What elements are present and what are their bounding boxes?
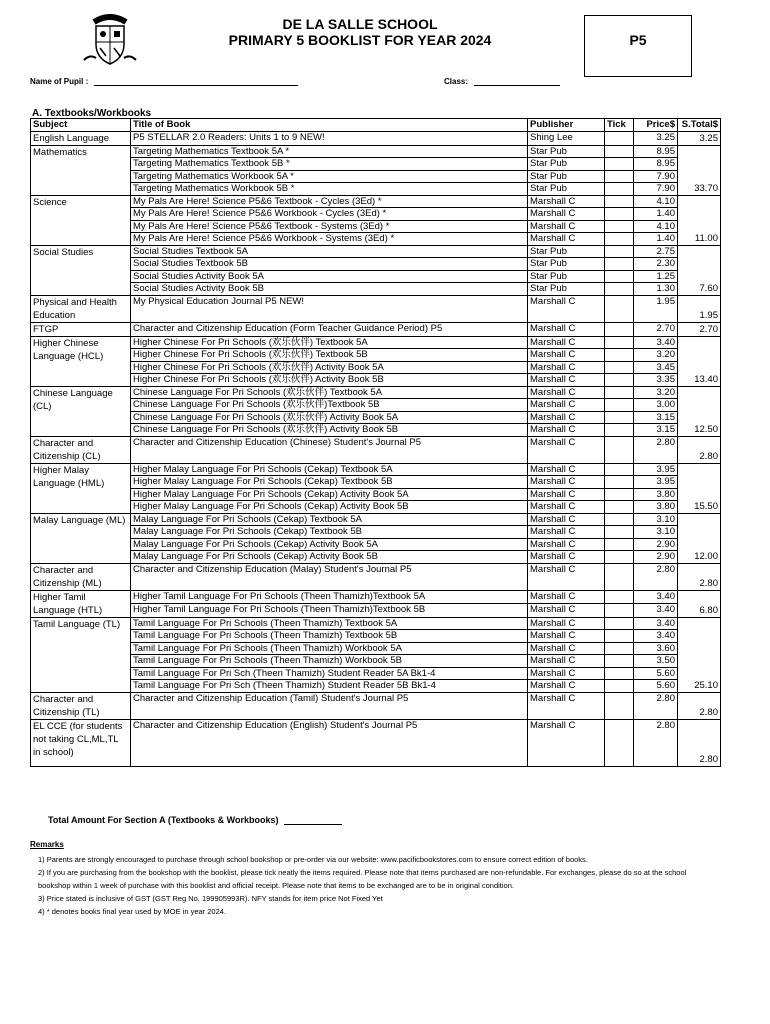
column-header: Tick bbox=[605, 119, 634, 132]
table-row bbox=[31, 642, 721, 655]
booklist-title: PRIMARY 5 BOOKLIST FOR YEAR 2024 bbox=[228, 32, 492, 48]
tick-checkbox[interactable] bbox=[605, 245, 634, 258]
subject-cell: English Language bbox=[31, 131, 131, 145]
price-cell: 3.40 bbox=[634, 336, 678, 349]
tick-checkbox[interactable] bbox=[605, 463, 634, 476]
price-cell: 3.80 bbox=[634, 501, 678, 514]
subtotal-cell: 3.25 bbox=[678, 131, 721, 145]
remark-item: 4) * denotes books final year used by MOE in year 2024. bbox=[38, 907, 227, 916]
book-title-cell: Higher Tamil Language For Pri Schools (Theen Thamizh)Textbook 5A bbox=[131, 590, 528, 604]
table-row bbox=[31, 374, 721, 387]
subtotal-cell: 33.70 bbox=[678, 145, 721, 195]
subtotal-cell: 12.50 bbox=[678, 386, 721, 436]
table-row bbox=[31, 604, 721, 618]
tick-checkbox[interactable] bbox=[605, 322, 634, 336]
book-title-cell: My Pals Are Here! Science P5&6 Textbook - Cycles (3Ed) * bbox=[131, 195, 528, 208]
tick-checkbox[interactable] bbox=[605, 680, 634, 693]
column-header: Publisher bbox=[528, 119, 605, 132]
publisher-cell: Marshall C bbox=[528, 538, 605, 551]
table-row bbox=[31, 476, 721, 489]
table-header-row bbox=[31, 119, 721, 132]
book-title-cell: My Pals Are Here! Science P5&6 Workbook - Cycles (3Ed) * bbox=[131, 208, 528, 221]
subject-cell: Character and Citizenship (CL) bbox=[31, 436, 131, 463]
book-title-cell: Higher Malay Language For Pri Schools (Cekap) Activity Book 5A bbox=[131, 488, 528, 501]
subtotal-cell: 12.00 bbox=[678, 513, 721, 563]
level-code: P5 bbox=[629, 32, 647, 48]
price-cell: 3.40 bbox=[634, 590, 678, 604]
tick-checkbox[interactable] bbox=[605, 233, 634, 246]
price-cell: 3.45 bbox=[634, 361, 678, 374]
publisher-cell: Marshall C bbox=[528, 336, 605, 349]
price-cell: 3.10 bbox=[634, 513, 678, 526]
publisher-cell: Marshall C bbox=[528, 208, 605, 221]
tick-checkbox[interactable] bbox=[605, 386, 634, 399]
subtotal-cell: 13.40 bbox=[678, 336, 721, 386]
table-row bbox=[31, 170, 721, 183]
tick-checkbox[interactable] bbox=[605, 220, 634, 233]
table-row bbox=[31, 617, 721, 630]
book-title-cell: Character and Citizenship Education (Malay) Student's Journal P5 bbox=[131, 563, 528, 590]
price-cell: 2.80 bbox=[634, 436, 678, 463]
publisher-cell: Marshall C bbox=[528, 386, 605, 399]
price-cell: 1.25 bbox=[634, 270, 678, 283]
pupil-name-line[interactable] bbox=[94, 77, 298, 86]
publisher-cell: Marshall C bbox=[528, 295, 605, 322]
tick-checkbox[interactable] bbox=[605, 270, 634, 283]
price-cell: 2.30 bbox=[634, 258, 678, 271]
subject-cell: Social Studies bbox=[31, 245, 131, 295]
booklist-table bbox=[30, 118, 721, 767]
book-title-cell: Higher Chinese For Pri Schools (欢乐伙伴) Textbook 5B bbox=[131, 349, 528, 362]
subtotal-cell: 25.10 bbox=[678, 617, 721, 692]
price-cell: 2.90 bbox=[634, 551, 678, 564]
document-header bbox=[180, 16, 540, 48]
subtotal-cell: 2.80 bbox=[678, 436, 721, 463]
book-title-cell: Targeting Mathematics Workbook 5A * bbox=[131, 170, 528, 183]
tick-checkbox[interactable] bbox=[605, 374, 634, 387]
book-title-cell: Social Studies Activity Book 5B bbox=[131, 283, 528, 296]
tick-checkbox[interactable] bbox=[605, 501, 634, 514]
price-cell: 4.10 bbox=[634, 195, 678, 208]
book-title-cell: Higher Chinese For Pri Schools (欢乐伙伴) Activity Book 5A bbox=[131, 361, 528, 374]
book-title-cell: Higher Chinese For Pri Schools (欢乐伙伴) Textbook 5A bbox=[131, 336, 528, 349]
class-line[interactable] bbox=[474, 77, 560, 86]
price-cell: 3.95 bbox=[634, 463, 678, 476]
publisher-cell: Marshall C bbox=[528, 411, 605, 424]
price-cell: 2.80 bbox=[634, 719, 678, 766]
tick-checkbox[interactable] bbox=[605, 590, 634, 604]
subject-cell: Mathematics bbox=[31, 145, 131, 195]
book-title-cell: Character and Citizenship Education (Chinese) Student's Journal P5 bbox=[131, 436, 528, 463]
publisher-cell: Marshall C bbox=[528, 692, 605, 719]
book-title-cell: Higher Malay Language For Pri Schools (Cekap) Textbook 5A bbox=[131, 463, 528, 476]
publisher-cell: Marshall C bbox=[528, 642, 605, 655]
book-title-cell: Malay Language For Pri Schools (Cekap) Textbook 5A bbox=[131, 513, 528, 526]
price-cell: 2.90 bbox=[634, 538, 678, 551]
price-cell: 5.60 bbox=[634, 667, 678, 680]
book-title-cell: Character and Citizenship Education (Tamil) Student's Journal P5 bbox=[131, 692, 528, 719]
tick-checkbox[interactable] bbox=[605, 551, 634, 564]
total-amount-line[interactable] bbox=[284, 816, 342, 825]
book-title-cell: Chinese Language For Pri Schools (欢乐伙伴) Textbook 5A bbox=[131, 386, 528, 399]
total-label: Total Amount For Section A (Textbooks & Workbooks) bbox=[48, 815, 279, 825]
subtotal-cell: 2.80 bbox=[678, 719, 721, 766]
table-row bbox=[31, 158, 721, 171]
price-cell: 3.15 bbox=[634, 411, 678, 424]
tick-checkbox[interactable] bbox=[605, 145, 634, 158]
table-row bbox=[31, 655, 721, 668]
subtotal-cell: 6.80 bbox=[678, 590, 721, 617]
remark-item: 3) Price stated is inclusive of GST (GST Reg No. 199905993R). NFY stands for item price Not Fixed Yet bbox=[38, 894, 383, 903]
tick-checkbox[interactable] bbox=[605, 131, 634, 145]
book-title-cell: Higher Malay Language For Pri Schools (Cekap) Textbook 5B bbox=[131, 476, 528, 489]
tick-checkbox[interactable] bbox=[605, 424, 634, 437]
column-header: Title of Book bbox=[131, 119, 528, 132]
book-title-cell: Targeting Mathematics Textbook 5B * bbox=[131, 158, 528, 171]
subject-cell: Physical and Health Education bbox=[31, 295, 131, 322]
tick-checkbox[interactable] bbox=[605, 617, 634, 630]
publisher-cell: Star Pub bbox=[528, 258, 605, 271]
tick-checkbox[interactable] bbox=[605, 399, 634, 412]
level-code-box bbox=[584, 15, 692, 77]
table-row bbox=[31, 551, 721, 564]
subject-cell: Science bbox=[31, 195, 131, 245]
tick-checkbox[interactable] bbox=[605, 513, 634, 526]
book-title-cell: Chinese Language For Pri Schools (欢乐伙伴)Textbook 5B bbox=[131, 399, 528, 412]
tick-checkbox[interactable] bbox=[605, 411, 634, 424]
tick-checkbox[interactable] bbox=[605, 361, 634, 374]
book-title-cell: Targeting Mathematics Workbook 5B * bbox=[131, 183, 528, 196]
table-row bbox=[31, 131, 721, 145]
table-row bbox=[31, 526, 721, 539]
publisher-cell: Star Pub bbox=[528, 145, 605, 158]
price-cell: 1.30 bbox=[634, 283, 678, 296]
publisher-cell: Marshall C bbox=[528, 604, 605, 618]
subtotal-cell: 2.80 bbox=[678, 563, 721, 590]
tick-checkbox[interactable] bbox=[605, 283, 634, 296]
tick-checkbox[interactable] bbox=[605, 538, 634, 551]
tick-checkbox[interactable] bbox=[605, 208, 634, 221]
book-title-cell: Social Studies Textbook 5B bbox=[131, 258, 528, 271]
price-cell: 3.95 bbox=[634, 476, 678, 489]
table-row bbox=[31, 386, 721, 399]
publisher-cell: Marshall C bbox=[528, 501, 605, 514]
table-row bbox=[31, 245, 721, 258]
pupil-name-field[interactable] bbox=[30, 77, 298, 86]
book-title-cell: Malay Language For Pri Schools (Cekap) Activity Book 5B bbox=[131, 551, 528, 564]
publisher-cell: Marshall C bbox=[528, 361, 605, 374]
subtotal-cell: 2.80 bbox=[678, 692, 721, 719]
subject-cell: Higher Tamil Language (HTL) bbox=[31, 590, 131, 617]
table-row bbox=[31, 183, 721, 196]
price-cell: 3.00 bbox=[634, 399, 678, 412]
book-title-cell: Tamil Language For Pri Schools (Theen Thamizh) Workbook 5B bbox=[131, 655, 528, 668]
price-cell: 3.25 bbox=[634, 131, 678, 145]
table-row bbox=[31, 208, 721, 221]
publisher-cell: Marshall C bbox=[528, 476, 605, 489]
book-title-cell: Tamil Language For Pri Sch (Theen Thamizh) Student Reader 5A Bk1-4 bbox=[131, 667, 528, 680]
publisher-cell: Marshall C bbox=[528, 526, 605, 539]
subtotal-cell: 15.50 bbox=[678, 463, 721, 513]
class-label: Class: bbox=[444, 77, 469, 86]
publisher-cell: Marshall C bbox=[528, 655, 605, 668]
table-row bbox=[31, 233, 721, 246]
publisher-cell: Marshall C bbox=[528, 436, 605, 463]
price-cell: 8.95 bbox=[634, 158, 678, 171]
book-title-cell: Social Studies Textbook 5A bbox=[131, 245, 528, 258]
publisher-cell: Marshall C bbox=[528, 463, 605, 476]
book-title-cell: My Pals Are Here! Science P5&6 Textbook - Systems (3Ed) * bbox=[131, 220, 528, 233]
tick-checkbox[interactable] bbox=[605, 158, 634, 171]
book-title-cell: Tamil Language For Pri Schools (Theen Thamizh) Textbook 5B bbox=[131, 630, 528, 643]
tick-checkbox[interactable] bbox=[605, 667, 634, 680]
publisher-cell: Marshall C bbox=[528, 233, 605, 246]
book-title-cell: Targeting Mathematics Textbook 5A * bbox=[131, 145, 528, 158]
price-cell: 3.20 bbox=[634, 386, 678, 399]
publisher-cell: Marshall C bbox=[528, 513, 605, 526]
publisher-cell: Star Pub bbox=[528, 170, 605, 183]
publisher-cell: Marshall C bbox=[528, 617, 605, 630]
tick-checkbox[interactable] bbox=[605, 719, 634, 766]
column-header: Price$ bbox=[634, 119, 678, 132]
price-cell: 4.10 bbox=[634, 220, 678, 233]
tick-checkbox[interactable] bbox=[605, 436, 634, 463]
table-row bbox=[31, 336, 721, 349]
table-row bbox=[31, 220, 721, 233]
school-crest-icon bbox=[80, 14, 140, 66]
tick-checkbox[interactable] bbox=[605, 476, 634, 489]
price-cell: 7.90 bbox=[634, 183, 678, 196]
table-row bbox=[31, 295, 721, 322]
publisher-cell: Marshall C bbox=[528, 488, 605, 501]
table-row bbox=[31, 258, 721, 271]
price-cell: 5.60 bbox=[634, 680, 678, 693]
book-title-cell: My Pals Are Here! Science P5&6 Workbook - Systems (3Ed) * bbox=[131, 233, 528, 246]
table-row bbox=[31, 501, 721, 514]
tick-checkbox[interactable] bbox=[605, 195, 634, 208]
publisher-cell: Star Pub bbox=[528, 158, 605, 171]
section-a-title: A. Textbooks/Workbooks bbox=[32, 108, 152, 119]
table-row bbox=[31, 270, 721, 283]
publisher-cell: Marshall C bbox=[528, 590, 605, 604]
subject-cell: Chinese Language (CL) bbox=[31, 386, 131, 436]
table-row bbox=[31, 411, 721, 424]
book-title-cell: Character and Citizenship Education (Form Teacher Guidance Period) P5 bbox=[131, 322, 528, 336]
book-title-cell: Chinese Language For Pri Schools (欢乐伙伴) Activity Book 5B bbox=[131, 424, 528, 437]
price-cell: 1.40 bbox=[634, 208, 678, 221]
publisher-cell: Marshall C bbox=[528, 551, 605, 564]
price-cell: 8.95 bbox=[634, 145, 678, 158]
tick-checkbox[interactable] bbox=[605, 488, 634, 501]
table-row bbox=[31, 488, 721, 501]
booklist-body bbox=[31, 131, 721, 766]
subject-cell: Higher Chinese Language (HCL) bbox=[31, 336, 131, 386]
tick-checkbox[interactable] bbox=[605, 692, 634, 719]
table-row bbox=[31, 590, 721, 604]
subtotal-cell: 2.70 bbox=[678, 322, 721, 336]
price-cell: 1.40 bbox=[634, 233, 678, 246]
subtotal-cell: 1.95 bbox=[678, 295, 721, 322]
price-cell: 2.80 bbox=[634, 692, 678, 719]
price-cell: 3.80 bbox=[634, 488, 678, 501]
table-row bbox=[31, 361, 721, 374]
price-cell: 1.95 bbox=[634, 295, 678, 322]
tick-checkbox[interactable] bbox=[605, 604, 634, 618]
publisher-cell: Marshall C bbox=[528, 220, 605, 233]
subtotal-cell: 11.00 bbox=[678, 195, 721, 245]
tick-checkbox[interactable] bbox=[605, 258, 634, 271]
publisher-cell: Marshall C bbox=[528, 680, 605, 693]
publisher-cell: Marshall C bbox=[528, 349, 605, 362]
book-title-cell: My Physical Education Journal P5 NEW! bbox=[131, 295, 528, 322]
publisher-cell: Star Pub bbox=[528, 270, 605, 283]
tick-checkbox[interactable] bbox=[605, 170, 634, 183]
tick-checkbox[interactable] bbox=[605, 183, 634, 196]
subject-cell: Malay Language (ML) bbox=[31, 513, 131, 563]
tick-checkbox[interactable] bbox=[605, 563, 634, 590]
tick-checkbox[interactable] bbox=[605, 336, 634, 349]
price-cell: 2.70 bbox=[634, 322, 678, 336]
publisher-cell: Star Pub bbox=[528, 245, 605, 258]
price-cell: 3.15 bbox=[634, 424, 678, 437]
price-cell: 3.40 bbox=[634, 617, 678, 630]
price-cell: 3.40 bbox=[634, 630, 678, 643]
tick-checkbox[interactable] bbox=[605, 642, 634, 655]
price-cell: 2.80 bbox=[634, 563, 678, 590]
publisher-cell: Star Pub bbox=[528, 283, 605, 296]
subject-cell: Higher Malay Language (HML) bbox=[31, 463, 131, 513]
publisher-cell: Marshall C bbox=[528, 563, 605, 590]
publisher-cell: Marshall C bbox=[528, 399, 605, 412]
book-title-cell: Character and Citizenship Education (English) Student's Journal P5 bbox=[131, 719, 528, 766]
remark-item: 2) If you are purchasing from the bookshop with the booklist, please tick neatly the items required. Please note that items purchased are non-refundable. For exchanges, please do so at the school bookshop within 1 week of purchase with this booklist and official receipt. Please note that items to be exchanged are to be in original condition. bbox=[38, 868, 687, 890]
subject-cell: FTGP bbox=[31, 322, 131, 336]
price-cell: 3.60 bbox=[634, 642, 678, 655]
book-title-cell: Tamil Language For Pri Schools (Theen Thamizh) Workbook 5A bbox=[131, 642, 528, 655]
subject-cell: Character and Citizenship (TL) bbox=[31, 692, 131, 719]
table-row bbox=[31, 692, 721, 719]
publisher-cell: Shing Lee bbox=[528, 131, 605, 145]
remarks-list bbox=[38, 853, 718, 918]
table-row bbox=[31, 719, 721, 766]
price-cell: 3.40 bbox=[634, 604, 678, 618]
remarks-heading: Remarks bbox=[30, 840, 64, 849]
book-title-cell: Malay Language For Pri Schools (Cekap) Activity Book 5A bbox=[131, 538, 528, 551]
tick-checkbox[interactable] bbox=[605, 526, 634, 539]
tick-checkbox[interactable] bbox=[605, 349, 634, 362]
table-row bbox=[31, 349, 721, 362]
pupil-name-label: Name of Pupil : bbox=[30, 77, 89, 86]
book-title-cell: Higher Tamil Language For Pri Schools (Theen Thamizh)Textbook 5B bbox=[131, 604, 528, 618]
table-row bbox=[31, 283, 721, 296]
price-cell: 3.35 bbox=[634, 374, 678, 387]
tick-checkbox[interactable] bbox=[605, 630, 634, 643]
price-cell: 3.10 bbox=[634, 526, 678, 539]
table-row bbox=[31, 563, 721, 590]
publisher-cell: Marshall C bbox=[528, 322, 605, 336]
subject-cell: EL CCE (for students not taking CL,ML,TL in school) bbox=[31, 719, 131, 766]
book-title-cell: Malay Language For Pri Schools (Cekap) Textbook 5B bbox=[131, 526, 528, 539]
school-crest bbox=[80, 14, 140, 66]
table-row bbox=[31, 538, 721, 551]
table-row bbox=[31, 145, 721, 158]
table-row bbox=[31, 436, 721, 463]
publisher-cell: Marshall C bbox=[528, 630, 605, 643]
school-name: DE LA SALLE SCHOOL bbox=[282, 16, 438, 32]
book-title-cell: Tamil Language For Pri Schools (Theen Thamizh) Textbook 5A bbox=[131, 617, 528, 630]
price-cell: 3.50 bbox=[634, 655, 678, 668]
book-title-cell: Higher Malay Language For Pri Schools (Cekap) Activity Book 5B bbox=[131, 501, 528, 514]
publisher-cell: Star Pub bbox=[528, 183, 605, 196]
column-header: Subject bbox=[31, 119, 131, 132]
book-title-cell: Social Studies Activity Book 5A bbox=[131, 270, 528, 283]
column-header: S.Total$ bbox=[678, 119, 721, 132]
table-row bbox=[31, 513, 721, 526]
publisher-cell: Marshall C bbox=[528, 195, 605, 208]
price-cell: 7.90 bbox=[634, 170, 678, 183]
publisher-cell: Marshall C bbox=[528, 374, 605, 387]
remark-item: 1) Parents are strongly encouraged to purchase through school bookshop or pre-order via our website: www.pacificbookstores.com to ensure correct edition of books. bbox=[38, 855, 588, 864]
price-cell: 3.20 bbox=[634, 349, 678, 362]
book-title-cell: Tamil Language For Pri Sch (Theen Thamizh) Student Reader 5B Bk1-4 bbox=[131, 680, 528, 693]
book-title-cell: Higher Chinese For Pri Schools (欢乐伙伴) Activity Book 5B bbox=[131, 374, 528, 387]
table-row bbox=[31, 667, 721, 680]
class-field[interactable] bbox=[444, 77, 560, 86]
publisher-cell: Marshall C bbox=[528, 424, 605, 437]
table-row bbox=[31, 463, 721, 476]
tick-checkbox[interactable] bbox=[605, 295, 634, 322]
publisher-cell: Marshall C bbox=[528, 667, 605, 680]
subject-cell: Tamil Language (TL) bbox=[31, 617, 131, 692]
table-row bbox=[31, 399, 721, 412]
section-a-total bbox=[48, 815, 342, 825]
subtotal-cell: 7.60 bbox=[678, 245, 721, 295]
table-row bbox=[31, 322, 721, 336]
table-row bbox=[31, 195, 721, 208]
price-cell: 2.75 bbox=[634, 245, 678, 258]
table-row bbox=[31, 630, 721, 643]
book-title-cell: Chinese Language For Pri Schools (欢乐伙伴) Activity Book 5A bbox=[131, 411, 528, 424]
book-title-cell: P5 STELLAR 2.0 Readers: Units 1 to 9 NEW! bbox=[131, 131, 528, 145]
publisher-cell: Marshall C bbox=[528, 719, 605, 766]
table-row bbox=[31, 424, 721, 437]
table-row bbox=[31, 680, 721, 693]
subject-cell: Character and Citizenship (ML) bbox=[31, 563, 131, 590]
tick-checkbox[interactable] bbox=[605, 655, 634, 668]
